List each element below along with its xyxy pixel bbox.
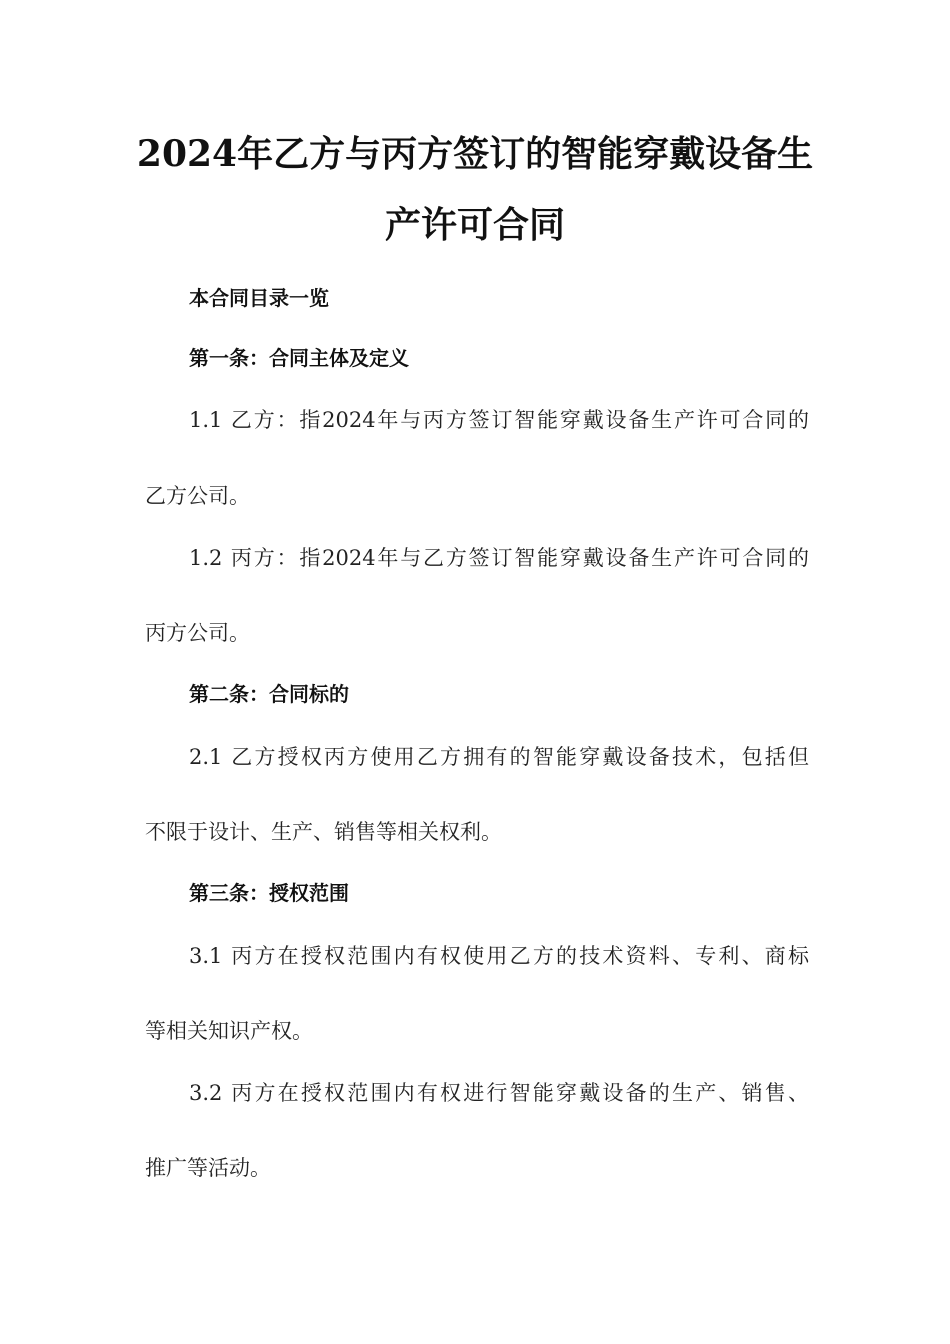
clause-2-1-line-2: 不限于设计、生产、销售等相关权利。 <box>145 820 502 844</box>
section-heading-2: 第二条：合同标的 <box>189 682 349 706</box>
clause-3-2-line-2: 推广等活动。 <box>145 1156 271 1180</box>
toc-heading: 本合同目录一览 <box>189 286 329 310</box>
clause-1-1-line-2: 乙方公司。 <box>145 484 250 508</box>
clause-3-2-line-1: 3.2 丙方在授权范围内有权进行智能穿戴设备的生产、销售、 <box>189 1081 809 1105</box>
clause-1-1-line-1: 1.1 乙方：指2024年与丙方签订智能穿戴设备生产许可合同的 <box>189 408 809 432</box>
section-heading-1: 第一条：合同主体及定义 <box>189 346 409 370</box>
clause-1-2-line-2: 丙方公司。 <box>145 621 250 645</box>
clause-3-1-line-1: 3.1 丙方在授权范围内有权使用乙方的技术资料、专利、商标 <box>189 944 809 968</box>
document-title-line-2: 产许可合同 <box>384 204 565 246</box>
clause-3-1-line-2: 等相关知识产权。 <box>145 1019 313 1043</box>
document-title-line-1: 2024年乙方与丙方签订的智能穿戴设备生 <box>136 133 814 175</box>
clause-1-2-line-1: 1.2 丙方：指2024年与乙方签订智能穿戴设备生产许可合同的 <box>189 546 809 570</box>
clause-2-1-line-1: 2.1 乙方授权丙方使用乙方拥有的智能穿戴设备技术，包括但 <box>189 745 809 769</box>
section-heading-3: 第三条：授权范围 <box>189 881 349 905</box>
